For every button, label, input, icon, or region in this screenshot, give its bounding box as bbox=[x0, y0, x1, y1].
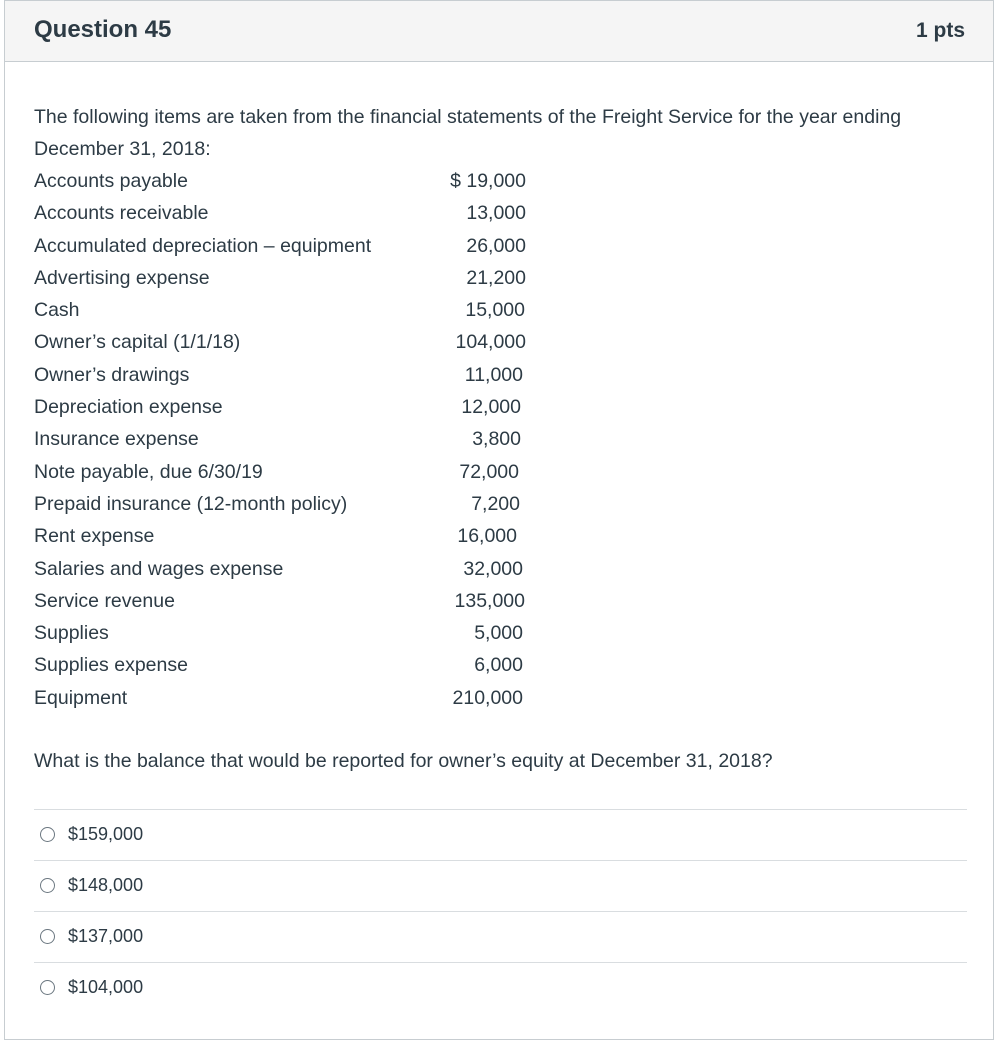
item-value: 3,800 bbox=[472, 428, 521, 451]
item-label: Supplies expense bbox=[34, 654, 188, 677]
answer-label[interactable]: $137,000 bbox=[68, 926, 144, 946]
answer-option[interactable] bbox=[34, 809, 967, 860]
item-value: 12,000 bbox=[461, 396, 521, 419]
item-value: 135,000 bbox=[454, 589, 525, 612]
item-value: 13,000 bbox=[466, 202, 526, 225]
radio-button[interactable] bbox=[40, 878, 55, 893]
answer-label[interactable]: $159,000 bbox=[68, 824, 144, 844]
answer-list bbox=[34, 809, 967, 1013]
item-row bbox=[34, 230, 964, 262]
question-intro: The following items are taken from the financial statements of the Freight Service for the year ending December 31, 2018: bbox=[34, 106, 902, 160]
item-label: Depreciation expense bbox=[34, 396, 223, 419]
item-label: Rent expense bbox=[34, 525, 155, 548]
financial-items-list bbox=[34, 165, 964, 714]
item-row bbox=[34, 456, 964, 488]
item-row bbox=[34, 553, 964, 585]
item-label: Supplies bbox=[34, 622, 109, 645]
item-row bbox=[34, 359, 964, 391]
question-points: 1 pts bbox=[915, 19, 965, 42]
question-card bbox=[4, 0, 994, 1040]
item-row bbox=[34, 423, 964, 455]
item-value: 32,000 bbox=[463, 557, 523, 580]
question-header bbox=[5, 1, 993, 62]
item-label: Prepaid insurance (12-month policy) bbox=[34, 492, 348, 515]
answer-label[interactable]: $148,000 bbox=[68, 875, 144, 895]
question-prompt: What is the balance that would be reported for owner’s equity at December 31, 2018? bbox=[34, 750, 773, 772]
item-label: Note payable, due 6/30/19 bbox=[34, 460, 263, 483]
item-value: 104,000 bbox=[455, 331, 526, 354]
item-row bbox=[34, 520, 964, 552]
item-label: Advertising expense bbox=[34, 266, 210, 289]
item-row bbox=[34, 682, 964, 714]
item-row bbox=[34, 197, 964, 229]
answer-option[interactable] bbox=[34, 911, 967, 962]
item-label: Salaries and wages expense bbox=[34, 557, 284, 580]
item-value: 15,000 bbox=[465, 299, 525, 322]
item-label: Service revenue bbox=[34, 589, 175, 612]
item-row bbox=[34, 585, 964, 617]
radio-button[interactable] bbox=[40, 929, 55, 944]
item-row bbox=[34, 617, 964, 649]
answer-label[interactable]: $104,000 bbox=[68, 977, 144, 997]
item-label: Insurance expense bbox=[34, 428, 199, 451]
item-value: 5,000 bbox=[474, 622, 523, 645]
radio-button[interactable] bbox=[40, 980, 55, 995]
item-row bbox=[34, 488, 964, 520]
item-value: 26,000 bbox=[466, 234, 526, 257]
item-value: 16,000 bbox=[457, 525, 517, 548]
item-value: 72,000 bbox=[459, 460, 519, 483]
item-label: Accounts payable bbox=[34, 170, 188, 192]
answer-option[interactable] bbox=[34, 860, 967, 911]
item-label: Cash bbox=[34, 299, 80, 322]
item-label: Owner’s drawings bbox=[34, 363, 190, 386]
question-title: Question 45 bbox=[34, 16, 172, 43]
item-label: Owner’s capital (1/1/18) bbox=[34, 331, 241, 354]
item-value: 11,000 bbox=[464, 363, 523, 386]
item-label: Accounts receivable bbox=[34, 202, 209, 225]
item-row bbox=[34, 165, 964, 197]
item-value: $ 19,000 bbox=[450, 170, 526, 192]
item-label: Equipment bbox=[34, 686, 128, 709]
item-row bbox=[34, 649, 964, 681]
item-value: 7,200 bbox=[471, 492, 520, 515]
item-row bbox=[34, 326, 964, 358]
answer-option[interactable] bbox=[34, 962, 967, 1013]
item-row bbox=[34, 262, 964, 294]
radio-button[interactable] bbox=[40, 827, 55, 842]
item-value: 21,200 bbox=[466, 266, 526, 289]
question-body bbox=[34, 101, 964, 997]
item-row bbox=[34, 294, 964, 326]
item-value: 210,000 bbox=[452, 686, 523, 709]
item-label: Accumulated depreciation – equipment bbox=[34, 234, 372, 257]
item-row bbox=[34, 391, 964, 423]
item-value: 6,000 bbox=[474, 654, 523, 677]
